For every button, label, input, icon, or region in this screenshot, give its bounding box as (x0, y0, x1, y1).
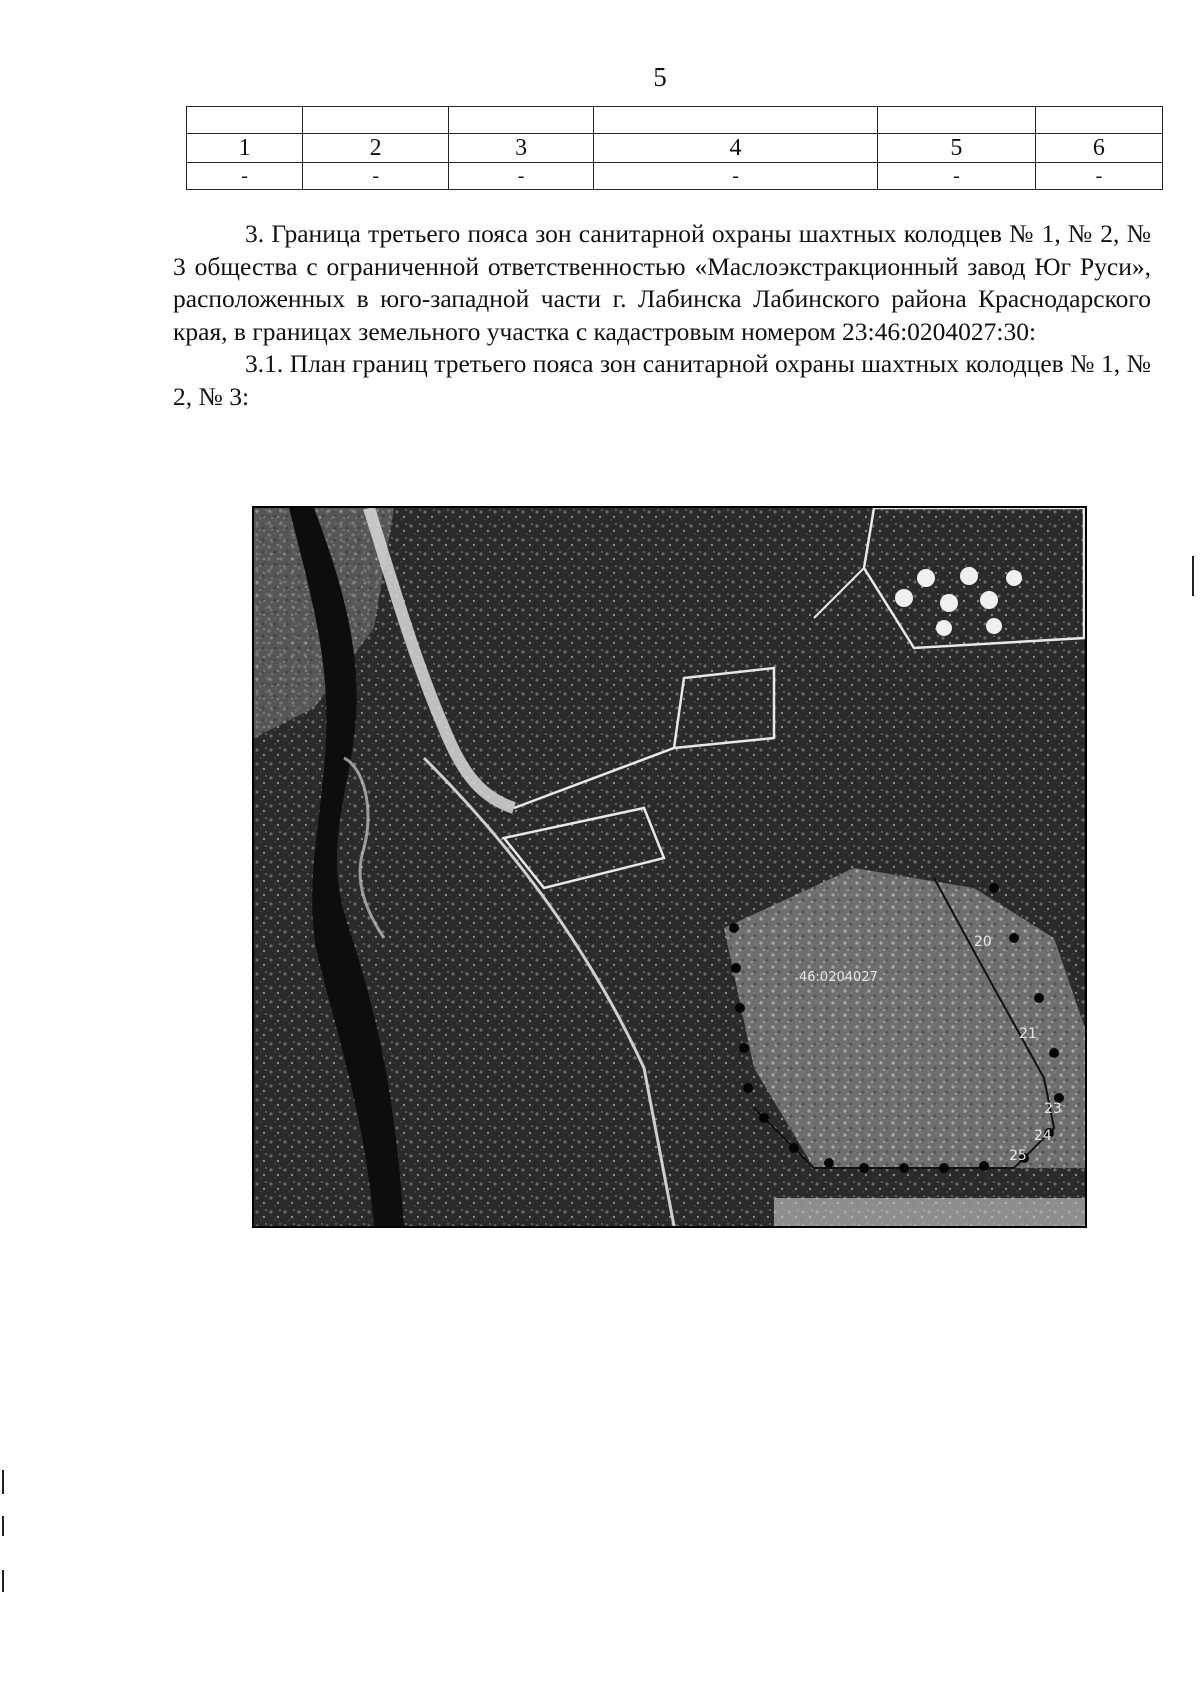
paragraph-3-1: 3.1. План границ третьего пояса зон санитарной охраны шахтных колодцев № 1, № 2, № 3: (173, 349, 1151, 411)
table-cell: 6 (1035, 134, 1162, 163)
scan-mark (2, 1470, 4, 1494)
table-cell: 3 (449, 134, 594, 163)
point-label: 20 (974, 934, 992, 950)
table-cell: 5 (877, 134, 1035, 163)
table-cell (449, 107, 594, 134)
table-header-row (187, 107, 1163, 134)
table-row (187, 163, 1163, 190)
coordinates-table (186, 106, 1163, 190)
table-cell (187, 107, 303, 134)
table-cell: 4 (594, 134, 878, 163)
table-cell: - (877, 163, 1035, 190)
table-cell: 2 (303, 134, 449, 163)
table-cell: - (303, 163, 449, 190)
table-cell (877, 107, 1035, 134)
scan-mark (2, 1570, 4, 1592)
point-label: 24 (1034, 1128, 1052, 1144)
scan-mark (2, 1516, 4, 1536)
point-label: 25 (1009, 1148, 1027, 1164)
table-cell (594, 107, 878, 134)
paragraph-3: 3. Граница третьего пояса зон санитарной охраны шахтных колодцев № 1, № 2, № 3 общества с ограниченной ответственностью «Маслоэкстракционный завод Юг Руси», расположенных в юго-западной части г. Лабинска Лабинского района Краснодарского края, в границах земельного участка с кадастровым номером 23:46:0204027:30: (173, 219, 1151, 346)
table-cell: 1 (187, 134, 303, 163)
cadastral-label: 46:0204027 (799, 970, 878, 985)
scan-mark (1192, 556, 1194, 596)
table-cell (1035, 107, 1162, 134)
satellite-map (252, 506, 1087, 1228)
table-column-numbers-row (187, 134, 1163, 163)
table-cell (303, 107, 449, 134)
satellite-map-image (254, 508, 1085, 1226)
section-text (173, 218, 1151, 413)
point-label: 21 (1019, 1026, 1037, 1042)
page-number: 5 (653, 62, 667, 92)
point-label: 23 (1044, 1101, 1062, 1117)
table-cell: - (449, 163, 594, 190)
table-cell: - (187, 163, 303, 190)
table-cell: - (1035, 163, 1162, 190)
table-cell: - (594, 163, 878, 190)
